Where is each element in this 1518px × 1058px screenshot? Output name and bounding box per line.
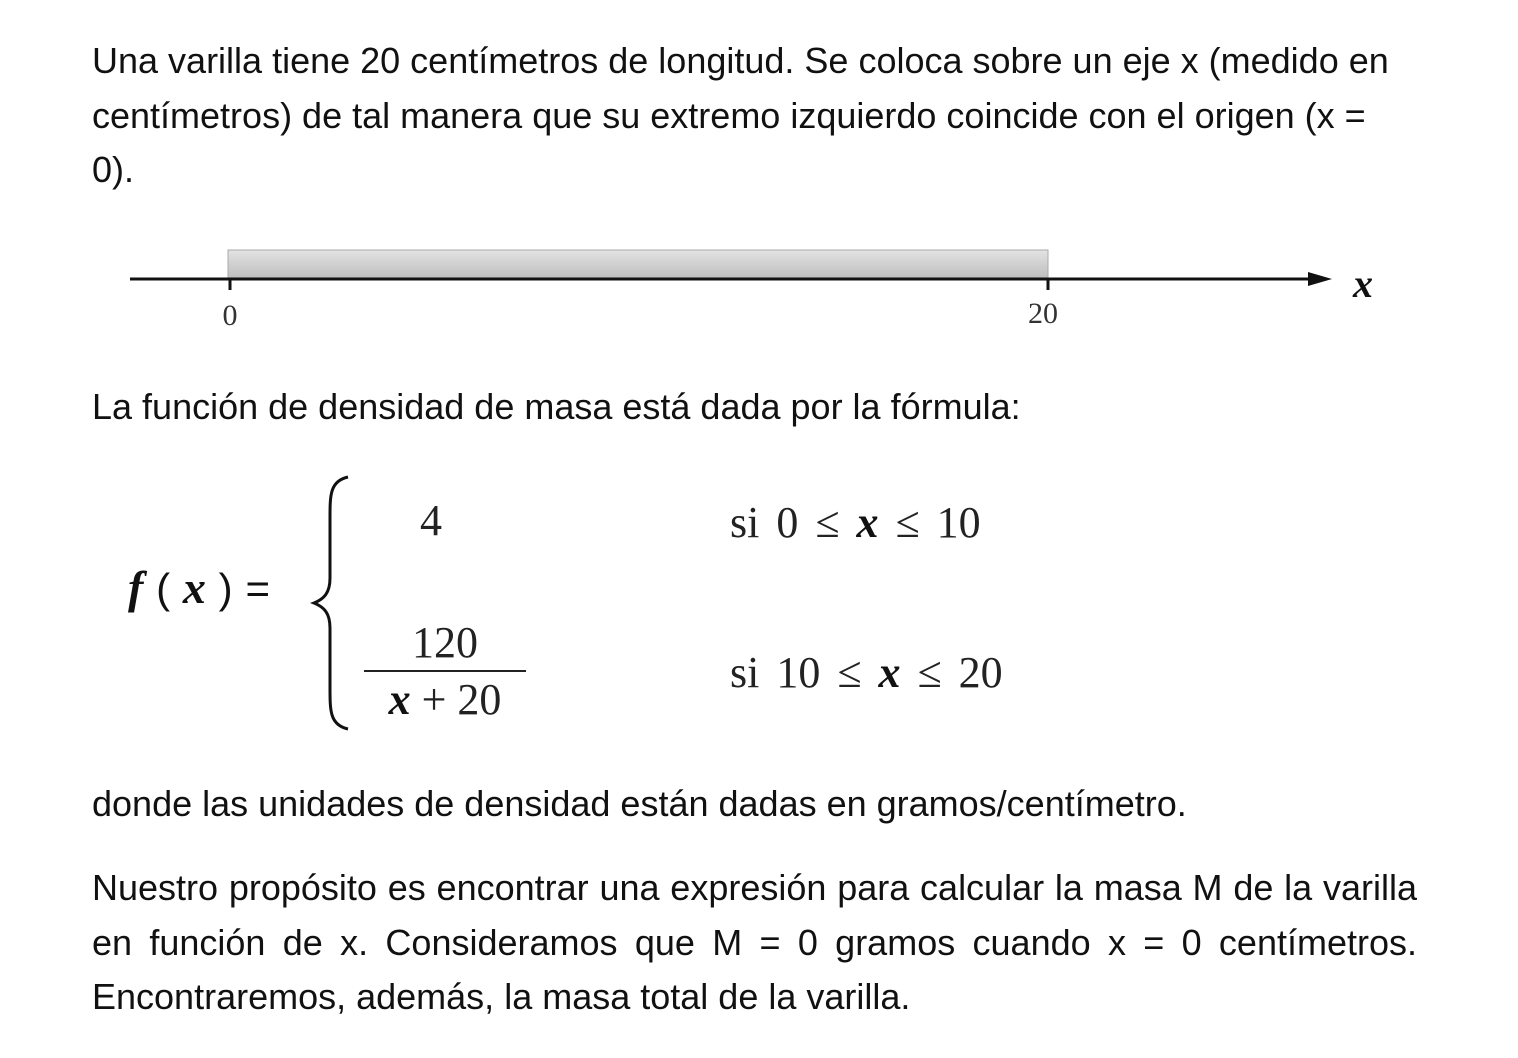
case1-var: x	[856, 498, 879, 547]
left-brace-icon	[308, 473, 358, 733]
denominator-rest: + 20	[421, 675, 502, 724]
case2-var: x	[878, 648, 901, 697]
axis-label-x: x	[1353, 261, 1373, 306]
purpose-paragraph: Nuestro propósito es encontrar una expresión para calcular la masa M de la varilla en función de x. Consideramos que M = 0 gramos cuando x = 0 centímetros. Encontraremos, además, la masa total de la varilla.	[92, 867, 1417, 1017]
fraction-denominator	[360, 672, 530, 725]
fraction-numerator: 120	[412, 618, 478, 667]
intro-paragraph: Una varilla tiene 20 centímetros de longitud. Se coloca sobre un eje x (medido en centímetros) de tal manera que su extremo izquierdo coincide con el origen (x = 0).	[92, 40, 1389, 190]
case2-fraction	[360, 617, 530, 725]
lhs-close-paren: )	[218, 565, 233, 612]
case1-si: si	[730, 498, 760, 547]
formula-lhs	[128, 560, 270, 614]
case2-lower: 10	[776, 648, 821, 697]
case1-condition	[730, 497, 981, 548]
lhs-variable: x	[182, 562, 206, 613]
case2-si: si	[730, 648, 760, 697]
tick-label-20: 20	[1028, 297, 1058, 330]
denominator-var: x	[388, 675, 411, 724]
case1-op1: ≤	[815, 498, 840, 547]
density-intro-paragraph: La función de densidad de masa está dada por la fórmula:	[92, 386, 1021, 427]
rod	[228, 250, 1048, 280]
units-paragraph: donde las unidades de densidad están dadas en gramos/centímetro.	[92, 783, 1187, 824]
lhs-open-paren: (	[156, 565, 171, 612]
rod-axis-svg	[120, 235, 1400, 345]
tick-label-0: 0	[222, 299, 238, 332]
function-name: f	[128, 562, 144, 613]
case2-condition	[730, 647, 1003, 698]
case2-op2: ≤	[917, 648, 942, 697]
case2-upper: 20	[958, 648, 1003, 697]
case2-op1: ≤	[837, 648, 862, 697]
case1-upper: 10	[936, 498, 981, 547]
case1-op2: ≤	[895, 498, 920, 547]
rod-on-axis-figure	[120, 235, 1400, 345]
piecewise-density-formula	[110, 465, 1210, 740]
x-axis-arrowhead	[1308, 272, 1332, 286]
case1-lower: 0	[776, 498, 799, 547]
case1-value: 4	[420, 496, 442, 545]
equals-sign: =	[245, 565, 270, 612]
